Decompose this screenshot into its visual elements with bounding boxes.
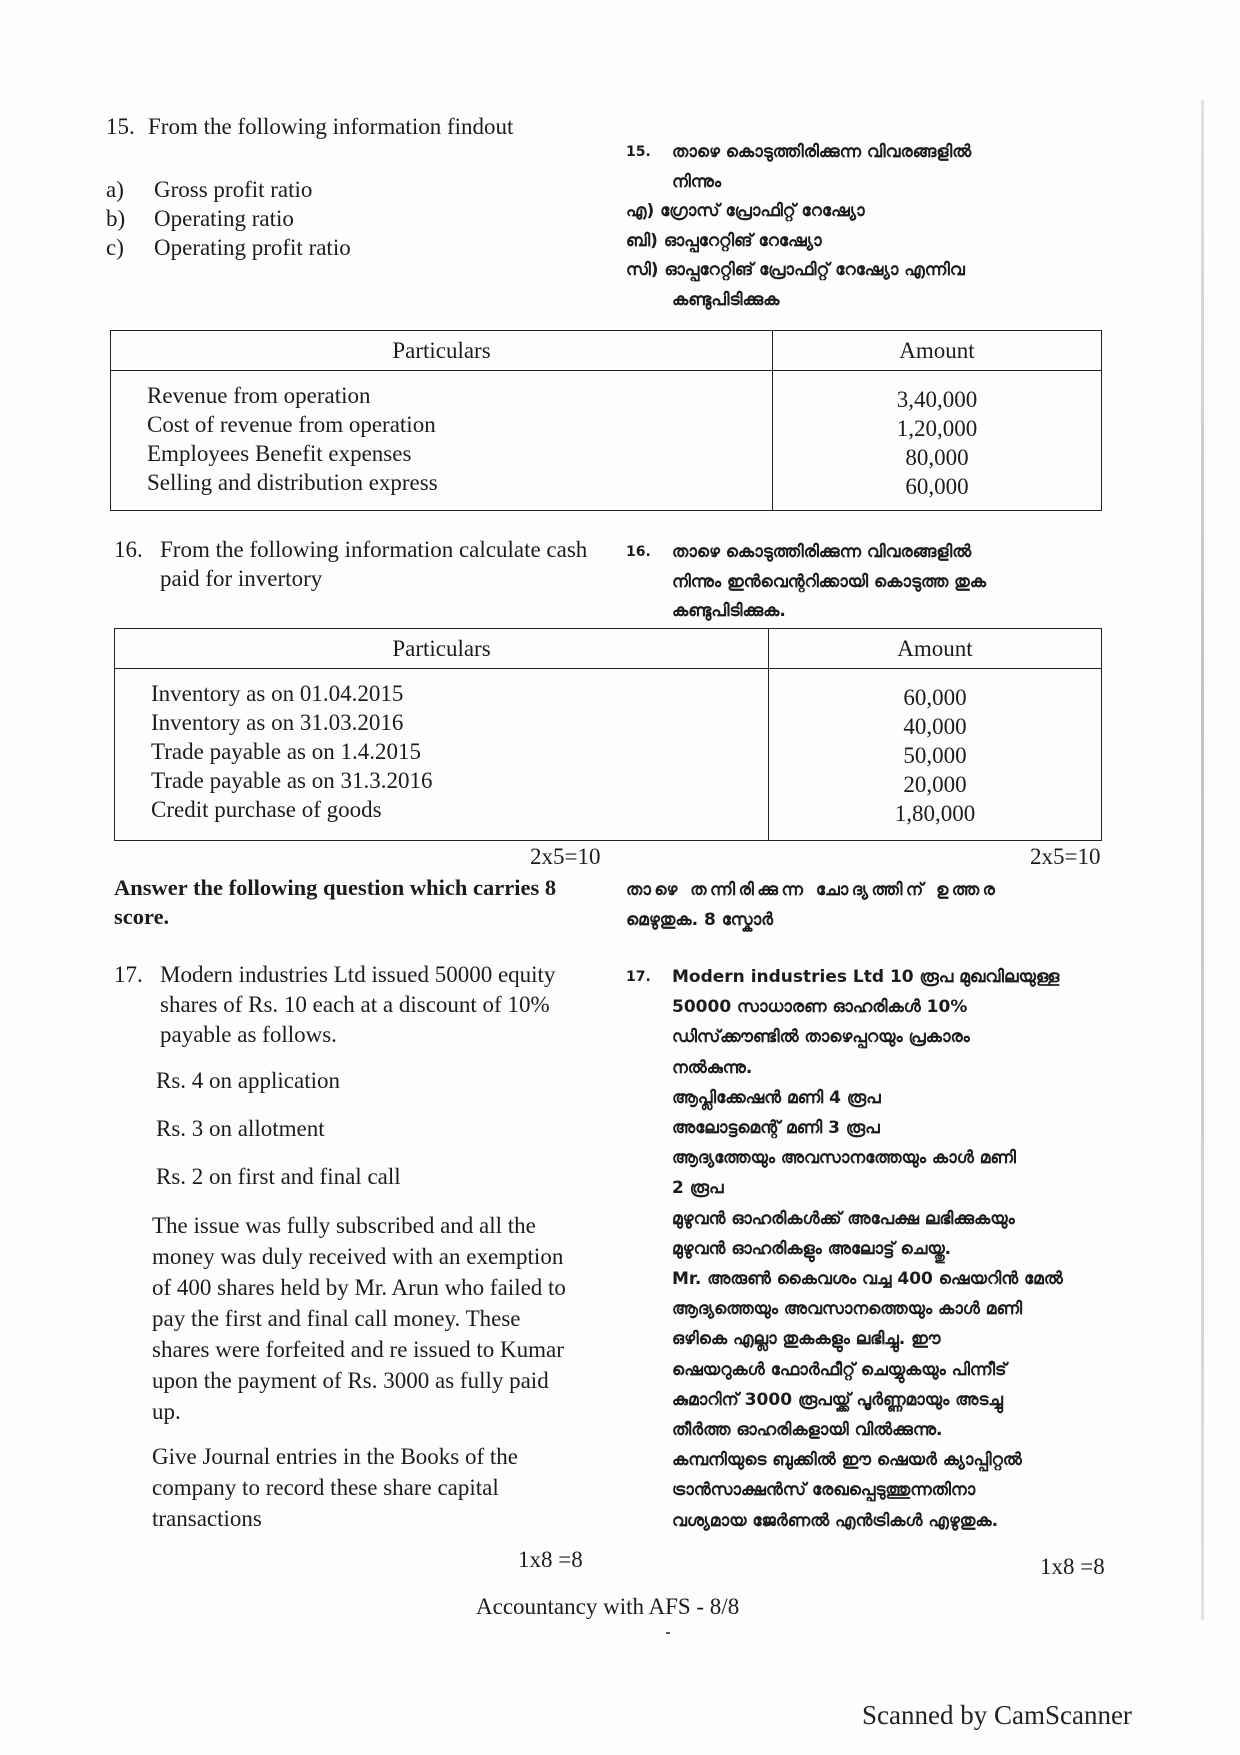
q17-ml-line: തീർത്ത ഓഹരികളായി വിൽക്കുന്നു. [672,1420,943,1441]
q15-en-heading [106,112,626,141]
q17-en-line: shares of Rs. 10 each at a discount of 10% [160,992,550,1017]
table-header-amount: Amount [773,331,1102,371]
table-row [115,669,1102,841]
q16-score-ml: 2x5=10 [1030,844,1101,869]
q17-ml-line: Mr. അരുൺ കൈവശം വച്ച 400 ഷെയറിൻ മേൽ [672,1269,1063,1290]
particular-item: Inventory as on 31.03.2016 [151,710,404,735]
amount-item: 60,000 [905,474,969,499]
q17-ml-line: നൽകുന്നു. [672,1057,753,1078]
section-instruction-line: Answer the following question which carries 8 [114,875,557,900]
q15-ml-line: ബി) ഓപ്പറേറ്റിങ് റേഷ്യോ [626,230,822,251]
q15-en-items [106,175,526,262]
footer-dot [666,1632,670,1634]
q16-table [114,628,1102,841]
q17-ml-block [626,962,1146,1536]
page-footer-label: Accountancy with AFS - 8/8 [476,1594,740,1619]
amount-item: 3,40,000 [896,387,978,412]
q17-en-line: of 400 shares held by Mr. Arun who failed to [152,1275,566,1300]
q17-en-line: up. [152,1399,181,1424]
q17-ml-line: മുഴുവൻ ഓഹരികളും അലോട്ട് ചെയ്തു. [672,1238,952,1259]
q17-en-number: 17. [114,962,143,987]
q16-en-text: From the following information calculate cash [160,537,588,562]
section-instruction-line: score. [114,904,170,929]
q15-en-item [106,233,526,262]
q15-en-item-text: Gross profit ratio [154,177,313,202]
q16-en-line: paid for invertory [160,566,323,591]
q17-ml-line [626,962,1146,992]
q17-en-line [114,960,604,990]
q17-en-payment: Rs. 4 on application [156,1068,340,1093]
q17-en-line: pay the first and final call money. These [152,1306,521,1331]
q17-ml-line: ആപ്ലിക്കേഷൻ മണി 4 രൂപ [672,1087,881,1108]
q17-en-line: shares were forfeited and re issued to Kumar [152,1337,564,1362]
amount-item: 80,000 [905,445,969,470]
amounts-cell [773,371,1102,511]
table-header-particulars: Particulars [115,629,769,669]
q17-en-para2 [114,1441,604,1534]
particular-item: Inventory as on 01.04.2015 [151,681,404,706]
q17-ml-line: ആദ്യത്തേയും അവസാനത്തേയും കാൾ മണി [672,1148,1016,1169]
q17-en-text: Modern industries Ltd issued 50000 equity [160,962,556,987]
q17-en-line: The issue was fully subscribed and all the [152,1213,536,1238]
table-header-amount: Amount [769,629,1102,669]
q17-ml-line: ഷെയറുകൾ ഫോർഫീറ്റ് ചെയ്യുകയും പിന്നീട് [672,1359,1007,1380]
amount-item: 60,000 [903,685,967,710]
q17-ml-line: ഒഴികെ എല്ലാ തുകകളും ലഭിച്ചു. ഈ [672,1329,941,1350]
particular-item: Trade payable as on 31.3.2016 [151,768,433,793]
q17-ml-line: 2 രൂപ [672,1178,724,1199]
q16-en-line [114,535,604,564]
q17-en-line: company to record these share capital [152,1475,499,1500]
q15-ml-line [626,138,1146,168]
q17-en-line: Give Journal entries in the Books of the [152,1444,519,1469]
q15-ml-block [626,138,1146,315]
table-row [111,371,1102,511]
q17-ml-line: അലോട്ടമെന്റ് മണി 3 രൂപ [672,1118,880,1139]
q17-en-line: transactions [152,1506,262,1531]
particular-item: Trade payable as on 1.4.2015 [151,739,421,764]
q15-en-item-text: Operating ratio [154,206,294,231]
q16-en-block [114,535,604,593]
section-instruction-line: മെഴുതുക. 8 സ്കോർ [626,909,774,930]
q17-ml-line: ട്രാൻസാക്ഷൻസ് രേഖപ്പെടുത്തുന്നതിനാ [672,1480,976,1501]
particular-item: Selling and distribution express [147,470,438,495]
particular-item: Revenue from operation [147,383,371,408]
q16-ml-line: നിന്നും ഇൻവെന്ററിക്കായി കൊടുത്ത തുക [672,571,987,592]
q16-en-number: 16. [114,537,143,562]
q15-en-item-mark: b) [106,206,126,231]
q17-en-line: payable as follows. [160,1022,337,1047]
q17-en-payment: Rs. 2 on first and final call [156,1164,401,1189]
q17-en-line: upon the payment of Rs. 3000 as fully paid [152,1368,549,1393]
q17-en-block [114,960,604,1534]
q15-ml-line: എ) ഗ്രോസ് പ്രോഫിറ്റ് റേഷ്യോ [626,201,865,221]
section-instruction-line: താഴെ തന്നിരിക്കുന്ന ചോദ്യത്തിന് ഉത്തര [626,880,999,900]
q17-en-line: money was duly received with an exemption [152,1244,564,1269]
q16-ml-number: 16. [626,544,651,560]
q16-ml-line [626,538,1146,568]
q17-ml-line: ആദ്യത്തെയും അവസാനത്തെയും കാൾ മണി [672,1299,1023,1320]
q15-ml-number: 15. [626,144,651,160]
amounts-cell [769,669,1102,841]
amount-item: 1,20,000 [896,416,978,441]
amount-item: 1,80,000 [894,801,976,826]
particular-item: Credit purchase of goods [151,797,382,822]
q15-en-item [106,175,526,204]
q17-ml-number: 17. [626,969,651,985]
amount-item: 40,000 [903,714,967,739]
q15-table [110,330,1102,511]
q16-ml-block [626,538,1146,627]
q15-en-item-text: Operating profit ratio [154,235,351,260]
q15-ml-text: താഴെ കൊടുത്തിരിക്കുന്ന വിവരങ്ങളിൽ [672,142,972,162]
q15-en-item-mark: a) [106,177,124,202]
particular-item: Cost of revenue from operation [147,412,436,437]
table-header-row [115,629,1102,669]
q16-ml-text: താഴെ കൊടുത്തിരിക്കുന്ന വിവരങ്ങളിൽ [672,542,972,562]
particular-item: Employees Benefit expenses [147,441,412,466]
table-header-row [111,331,1102,371]
scan-edge [1201,100,1204,1620]
q17-score-en: 1x8 =8 [518,1547,583,1572]
particulars-cell [115,669,769,841]
q17-ml-line: വശ്യമായ ജേർണൽ എൻട്രികൾ എഴുതുക. [672,1510,999,1531]
q16-score-en: 2x5=10 [530,844,601,869]
amount-item: 20,000 [903,772,967,797]
q16-ml-line: കണ്ടുപിടിക്കുക. [672,601,786,621]
q15-en-title: From the following information findout [148,114,514,139]
particulars-cell [111,371,773,511]
q17-score-ml: 1x8 =8 [1040,1554,1105,1579]
amount-item: 50,000 [903,743,967,768]
q17-ml-line: ഡിസ്‌ക്കൗണ്ടിൽ താഴെപ്പറയും പ്രകാരം [672,1027,970,1048]
q15-en-item-mark: c) [106,235,124,260]
section-instruction-ml [626,876,1106,935]
q15-ml-line: കണ്ടുപിടിക്കുക [672,289,780,310]
q17-ml-line: 50000 സാധാരണ ഓഹരികൾ 10% [672,997,968,1018]
q15-en-number: 15. [106,114,135,139]
q17-ml-line: കുമാറിന് 3000 രൂപയ്ക്ക് പൂർണ്ണമായും അടച്ചു [672,1389,1003,1410]
q17-ml-line: മുഴുവൻ ഓഹരികൾക്ക് അപേക്ഷ ലഭിക്കുകയും [672,1208,1015,1229]
camscanner-watermark: Scanned by CamScanner [862,1700,1132,1730]
section-instruction-en [114,873,604,931]
q17-en-payment: Rs. 3 on allotment [156,1116,325,1141]
q17-ml-line: കമ്പനിയുടെ ബുക്കിൽ ഈ ഷെയർ ക്യാപ്പിറ്റൽ [672,1450,1022,1471]
q17-ml-text: Modern industries Ltd 10 രൂപ മുഖവിലയുള്ള [672,967,1060,987]
q15-ml-line: സി) ഓപ്പറേറ്റിങ് പ്രോഫിറ്റ് റേഷ്യോ എന്നിവ [626,260,965,280]
q15-en-item [106,204,526,233]
q17-en-para1 [114,1210,604,1427]
q15-ml-line: നിന്നും [672,171,722,192]
table-header-particulars: Particulars [111,331,773,371]
